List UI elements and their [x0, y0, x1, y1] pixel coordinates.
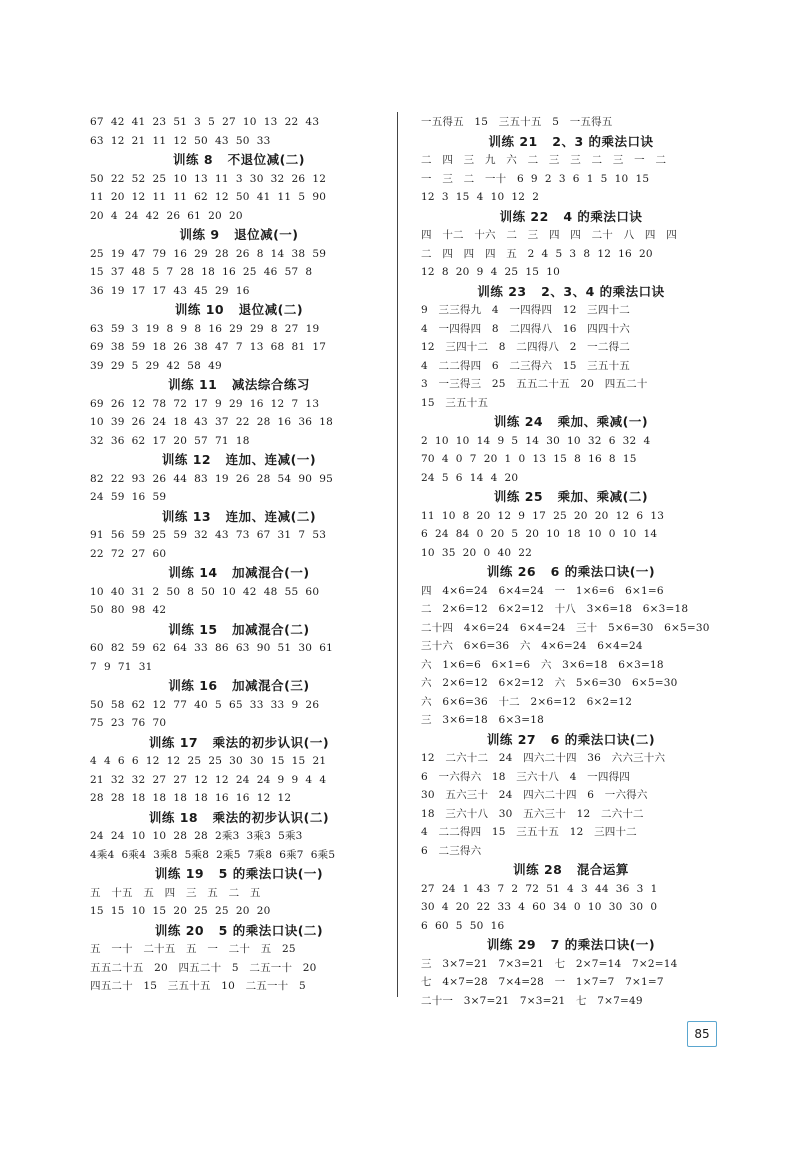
- answer-line: 24 59 16 59: [90, 491, 167, 503]
- answer-line: 6 二三得六: [421, 844, 482, 857]
- section-heading: 训练 10 退位减(二): [174, 302, 304, 317]
- answer-line: 15 37 48 5 7 28 18 16 25 46 57 8: [90, 266, 313, 278]
- answer-line: 12 三四十二 8 二四得八 2 一二得二: [421, 341, 630, 353]
- answer-line: 4 二二得四 6 二三得六 15 三五十五: [421, 359, 630, 372]
- answer-line: 60 82 59 62 64 33 86 63 90 51 30 61: [90, 642, 333, 654]
- answer-line: 四 十二 十六 二 三 四 四 二十 八 四 四: [421, 229, 677, 241]
- answer-line: 91 56 59 25 59 32 43 73 67 31 7 53: [90, 529, 327, 541]
- answer-line: 11 20 12 11 11 62 12 50 41 11 5 90: [90, 191, 327, 203]
- answer-line: 15 15 10 15 20 25 25 20 20: [90, 905, 271, 917]
- answer-line: 27 24 1 43 7 2 72 51 4 3 44 36 3 1: [421, 882, 658, 895]
- answer-line: 15 三五十五: [421, 396, 489, 409]
- answer-line: 六 1×6=6 6×1=6 六 3×6=18 6×3=18: [421, 658, 664, 671]
- section-heading: 训练 19 5 的乘法口诀(一): [154, 866, 324, 881]
- answer-line: 50 22 52 25 10 13 11 3 30 32 26 12: [90, 172, 327, 185]
- answer-line: 24 24 10 10 28 28 2乘3 3乘3 5乘3: [90, 830, 303, 842]
- right-column: [421, 113, 721, 1010]
- answer-line: 7 9 71 31: [90, 660, 153, 673]
- answer-line: 6 24 84 0 20 5 20 10 18 10 0 10 14: [421, 528, 658, 540]
- answer-line: 36 19 17 17 43 45 29 16: [90, 284, 250, 297]
- answer-line: 12 8 20 9 4 25 15 10: [421, 266, 560, 278]
- answer-line: 30 4 20 22 33 4 60 34 0 10 30 30 0: [421, 901, 658, 913]
- section-heading: 训练 24 乘加、乘减(一): [493, 414, 649, 429]
- answer-line: 69 26 12 78 72 17 9 29 16 12 7 13: [90, 397, 320, 410]
- answer-line: 70 4 0 7 20 1 0 13 15 8 16 8 15: [421, 453, 637, 465]
- answer-line: 9 三三得九 4 一四得四 12 三四十二: [421, 304, 630, 316]
- answer-line: 4 一四得四 8 二四得八 16 四四十六: [421, 322, 630, 335]
- section-heading: 训练 17 乘法的初步认识(一): [148, 734, 330, 750]
- answer-line: 三 3×7=21 7×3=21 七 2×7=14 7×2=14: [421, 957, 678, 970]
- section-heading: 训练 23 2、3、4 的乘法口诀: [477, 283, 665, 299]
- answer-line: 六 2×6=12 6×2=12 六 5×6=30 6×5=30: [421, 677, 678, 689]
- section-heading: 训练 11 减法综合练习: [168, 377, 310, 392]
- answer-line: 28 28 18 18 18 18 16 16 12 12: [90, 792, 292, 804]
- left-column: [90, 113, 388, 996]
- answer-line: 50 58 62 12 77 40 5 65 33 33 9 26: [90, 698, 320, 711]
- answer-line: 二十四 4×6=24 6×4=24 三十 5×6=30 6×5=30: [421, 621, 710, 634]
- section-heading: 训练 25 乘加、乘减(二): [493, 489, 649, 504]
- answer-line: 4 4 6 6 12 12 25 25 30 30 15 15 21: [90, 755, 327, 767]
- section-heading: 训练 8 不退位减(二): [172, 152, 306, 167]
- answer-line: 24 5 6 14 4 20: [421, 471, 519, 484]
- section-heading: 训练 18 乘法的初步认识(二): [148, 809, 330, 825]
- section-heading: 训练 20 5 的乘法口诀(二): [154, 922, 324, 938]
- answer-line: 六 6×6=36 十二 2×6=12 6×2=12: [421, 695, 633, 708]
- answer-line: 39 29 5 29 42 58 49: [90, 359, 222, 372]
- section-heading: 训练 21 2、3 的乘法口诀: [488, 133, 654, 149]
- section-heading: 训练 13 连加、连减(二): [161, 508, 317, 524]
- answer-line: 三十六 6×6=36 六 4×6=24 6×4=24: [421, 640, 643, 652]
- answer-line: 10 35 20 0 40 22: [421, 546, 533, 559]
- answer-line: 10 39 26 24 18 43 37 22 28 16 36 18: [90, 416, 333, 428]
- answer-line: 22 72 27 60: [90, 547, 167, 560]
- answer-line: 4 二二得四 15 三五十五 12 三四十二: [421, 826, 637, 838]
- answer-line: 四五二十 15 三五十五 10 二五一十 5: [90, 980, 306, 992]
- section-heading: 训练 12 连加、连减(一): [161, 452, 317, 467]
- answer-line: 25 19 47 79 16 29 28 26 8 14 38 59: [90, 247, 327, 260]
- answer-line: 18 三六十八 30 五六三十 12 二六十二: [421, 807, 644, 820]
- answer-line: 10 40 31 2 50 8 50 10 42 48 55 60: [90, 585, 320, 598]
- answer-line: 二 四 四 四 五 2 4 5 3 8 12 16 20: [421, 247, 653, 260]
- answer-line: 五 十五 五 四 三 五 二 五: [90, 886, 261, 899]
- section-heading: 训练 15 加减混合(二): [168, 621, 310, 637]
- answer-line: 一 三 二 一十 6 9 2 3 6 1 5 10 15: [421, 172, 650, 185]
- section-heading: 训练 14 加减混合(一): [168, 565, 310, 580]
- answer-line: 二十一 3×7=21 7×3=21 七 7×7=49: [421, 994, 643, 1007]
- section-heading: 训练 9 退位减(一): [179, 227, 299, 242]
- answer-line: 12 二六十二 24 四六二十四 36 六六三十六: [421, 752, 666, 764]
- answer-line: 30 五六三十 24 四六二十四 6 一六得六: [421, 789, 648, 801]
- answer-line: 21 32 32 27 27 12 12 24 24 9 9 4 4: [90, 773, 327, 786]
- answer-line: 67 42 41 23 51 3 5 27 10 13 22 43: [90, 116, 320, 128]
- answer-line: 4乘4 6乘4 3乘8 5乘8 2乘5 7乘8 6乘7 6乘5: [90, 848, 336, 861]
- answer-line: 12 3 15 4 10 12 2: [421, 191, 540, 203]
- answer-line: 11 10 8 20 12 9 17 25 20 20 12 6 13: [421, 509, 665, 522]
- answer-line: 五五二十五 20 四五二十 5 二五一十 20: [90, 961, 317, 974]
- section-heading: 训练 26 6 的乘法口诀(一): [486, 564, 656, 579]
- answer-line: 一五得五 15 三五十五 5 一五得五: [421, 116, 613, 128]
- answer-line: 63 59 3 19 8 9 8 16 29 29 8 27 19: [90, 322, 320, 335]
- answer-line: 二 四 三 九 六 二 三 三 二 三 一 二: [421, 154, 667, 166]
- section-heading: 训练 22 4 的乘法口诀: [499, 208, 643, 224]
- answer-line: 3 一三得三 25 五五二十五 20 四五二十: [421, 378, 648, 390]
- answer-line: 2 10 10 14 9 5 14 30 10 32 6 32 4: [421, 434, 651, 447]
- section-heading: 训练 16 加减混合(三): [168, 678, 310, 693]
- answer-line: 20 4 24 42 26 61 20 20: [90, 209, 243, 222]
- answer-line: 七 4×7=28 7×4=28 一 1×7=7 7×1=7: [421, 976, 664, 988]
- answer-line: 69 38 59 18 26 38 47 7 13 68 81 17: [90, 341, 327, 353]
- answer-line: 6 60 5 50 16: [421, 919, 505, 932]
- column-divider: [397, 112, 398, 997]
- answer-line: 6 一六得六 18 三六十八 4 一四得四: [421, 770, 630, 783]
- answer-line: 五 一十 二十五 五 一 二十 五 25: [90, 943, 296, 955]
- answer-line: 50 80 98 42: [90, 604, 167, 616]
- answer-line: 75 23 76 70: [90, 717, 167, 729]
- answer-line: 63 12 21 11 12 50 43 50 33: [90, 134, 271, 147]
- page-number: 85: [687, 1021, 717, 1047]
- answer-line: 82 22 93 26 44 83 19 26 28 54 90 95: [90, 472, 333, 485]
- section-heading: 训练 29 7 的乘法口诀(一): [486, 937, 656, 952]
- answer-line: 二 2×6=12 6×2=12 十八 3×6=18 6×3=18: [421, 603, 689, 615]
- answer-line: 四 4×6=24 6×4=24 一 1×6=6 6×1=6: [421, 584, 664, 597]
- section-heading: 训练 27 6 的乘法口诀(二): [486, 731, 656, 747]
- answer-line: 三 3×6=18 6×3=18: [421, 714, 544, 726]
- answer-line: 32 36 62 17 20 57 71 18: [90, 434, 250, 447]
- section-heading: 训练 28 混合运算: [513, 862, 629, 877]
